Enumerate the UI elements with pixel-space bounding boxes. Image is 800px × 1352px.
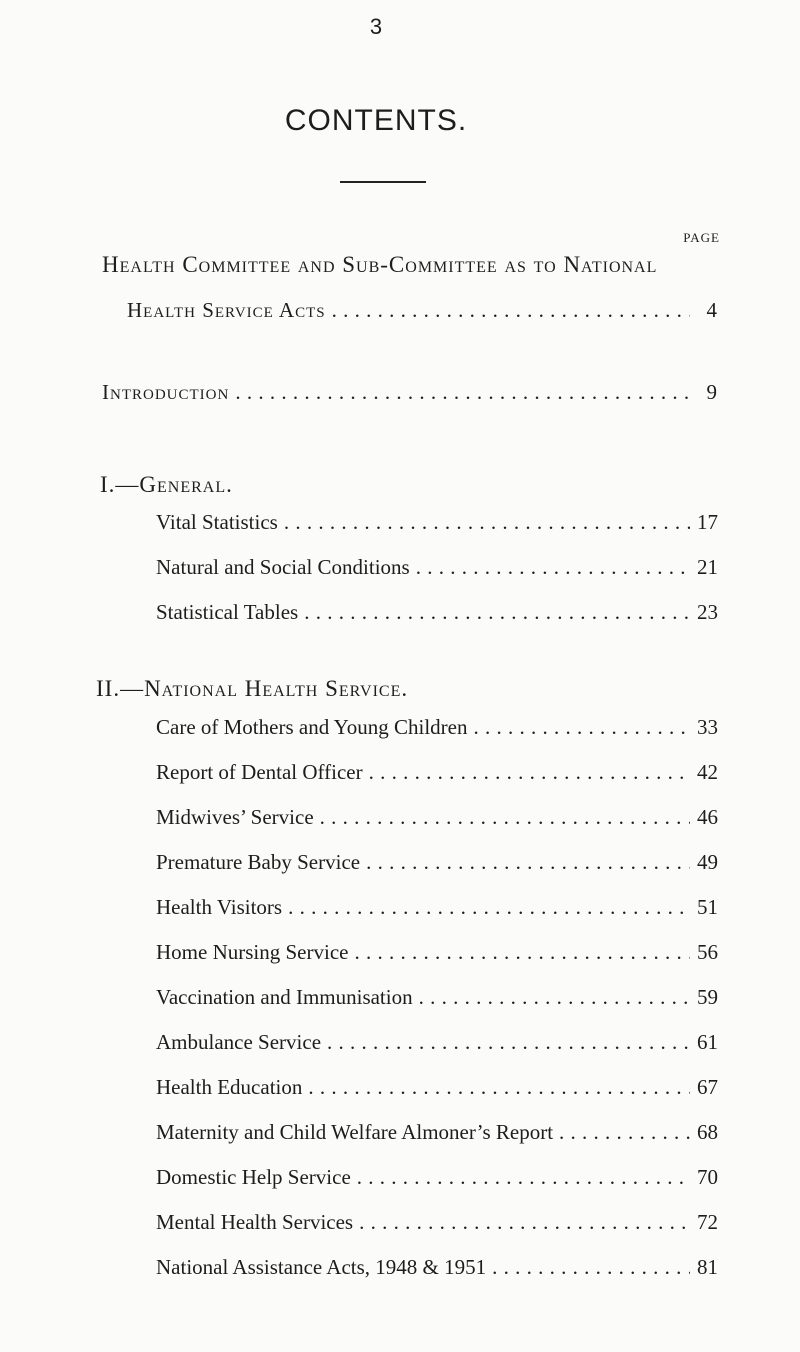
page-title: CONTENTS. bbox=[284, 104, 468, 137]
toc-item[interactable] bbox=[156, 1210, 718, 1235]
leader-dots bbox=[284, 510, 690, 535]
leader-dots bbox=[288, 895, 690, 920]
title-divider bbox=[340, 181, 426, 183]
leader-dots bbox=[320, 805, 690, 830]
toc-item-label: Health Education bbox=[156, 1075, 303, 1099]
toc-item-label: Vital Statistics bbox=[156, 510, 278, 534]
leader-dots bbox=[327, 1030, 690, 1055]
toc-item-page: 72 bbox=[697, 1210, 718, 1234]
leader-dots bbox=[416, 555, 690, 580]
toc-item-page: 59 bbox=[697, 985, 718, 1009]
toc-item-label: Domestic Help Service bbox=[156, 1165, 351, 1189]
toc-item[interactable] bbox=[156, 1075, 718, 1100]
toc-item-page: 42 bbox=[697, 760, 718, 784]
toc-item[interactable] bbox=[156, 1120, 718, 1145]
toc-item-label: National Assistance Acts, 1948 & 1951 bbox=[156, 1255, 487, 1279]
toc-entry-page: 9 bbox=[706, 380, 718, 404]
toc-item-page: 49 bbox=[697, 850, 718, 874]
page-number: 3 bbox=[369, 14, 383, 39]
toc-item[interactable] bbox=[156, 895, 718, 920]
toc-item-page: 21 bbox=[697, 555, 718, 579]
leader-dots bbox=[304, 600, 690, 625]
leader-dots bbox=[473, 715, 690, 740]
toc-item[interactable] bbox=[156, 850, 718, 875]
leader-dots bbox=[419, 985, 690, 1010]
toc-entry-introduction[interactable] bbox=[102, 380, 718, 405]
leader-dots bbox=[492, 1255, 690, 1280]
toc-item[interactable] bbox=[156, 555, 718, 580]
leader-dots bbox=[366, 850, 690, 875]
toc-item-page: 81 bbox=[697, 1255, 718, 1279]
toc-item-label: Ambulance Service bbox=[156, 1030, 322, 1054]
leader-dots bbox=[357, 1165, 690, 1190]
toc-item-label: Statistical Tables bbox=[156, 600, 299, 624]
toc-entry-label: Health Service Acts bbox=[127, 298, 326, 322]
toc-item-page: 51 bbox=[697, 895, 718, 919]
toc-item-page: 70 bbox=[697, 1165, 718, 1189]
toc-item[interactable] bbox=[156, 715, 718, 740]
toc-item[interactable] bbox=[156, 985, 718, 1010]
leader-dots bbox=[354, 940, 690, 965]
toc-item[interactable] bbox=[156, 940, 718, 965]
toc-item-label: Care of Mothers and Young Children bbox=[156, 715, 468, 739]
page-column-label: PAGE bbox=[683, 230, 720, 245]
toc-item-page: 17 bbox=[697, 510, 718, 534]
toc-item-page: 23 bbox=[697, 600, 718, 624]
leader-dots bbox=[308, 1075, 690, 1100]
toc-entry-label: Introduction bbox=[102, 380, 230, 404]
toc-item-label: Home Nursing Service bbox=[156, 940, 349, 964]
toc-item-label: Report of Dental Officer bbox=[156, 760, 363, 784]
toc-item[interactable] bbox=[156, 510, 718, 535]
toc-item[interactable] bbox=[156, 805, 718, 830]
toc-item[interactable] bbox=[156, 760, 718, 785]
toc-item-page: 68 bbox=[697, 1120, 718, 1144]
toc-entry-health-committee[interactable] bbox=[127, 298, 718, 323]
toc-item[interactable] bbox=[156, 1255, 718, 1280]
leader-dots bbox=[359, 1210, 690, 1235]
leader-dots bbox=[332, 298, 690, 323]
toc-item-page: 46 bbox=[697, 805, 718, 829]
toc-item[interactable] bbox=[156, 600, 718, 625]
toc-entry-health-committee-line1: Health Committee and Sub-Committee as to National bbox=[102, 252, 658, 277]
toc-entry-page: 4 bbox=[706, 298, 718, 322]
toc-item-label: Mental Health Services bbox=[156, 1210, 354, 1234]
toc-item-page: 33 bbox=[697, 715, 718, 739]
toc-item-label: Natural and Social Conditions bbox=[156, 555, 410, 579]
leader-dots bbox=[369, 760, 690, 785]
toc-item-page: 56 bbox=[697, 940, 718, 964]
toc-item-label: Vaccination and Immunisation bbox=[156, 985, 413, 1009]
toc-item[interactable] bbox=[156, 1165, 718, 1190]
toc-item-label: Midwives’ Service bbox=[156, 805, 314, 829]
toc-item-page: 67 bbox=[697, 1075, 718, 1099]
toc-item-page: 61 bbox=[697, 1030, 718, 1054]
toc-item[interactable] bbox=[156, 1030, 718, 1055]
section-heading-general: I.—General. bbox=[100, 472, 233, 497]
toc-item-label: Premature Baby Service bbox=[156, 850, 361, 874]
toc-item-label: Maternity and Child Welfare Almoner’s Report bbox=[156, 1120, 554, 1144]
toc-item-label: Health Visitors bbox=[156, 895, 283, 919]
section-heading-nhs: II.—National Health Service. bbox=[96, 676, 409, 701]
leader-dots bbox=[559, 1120, 690, 1145]
leader-dots bbox=[235, 380, 690, 405]
